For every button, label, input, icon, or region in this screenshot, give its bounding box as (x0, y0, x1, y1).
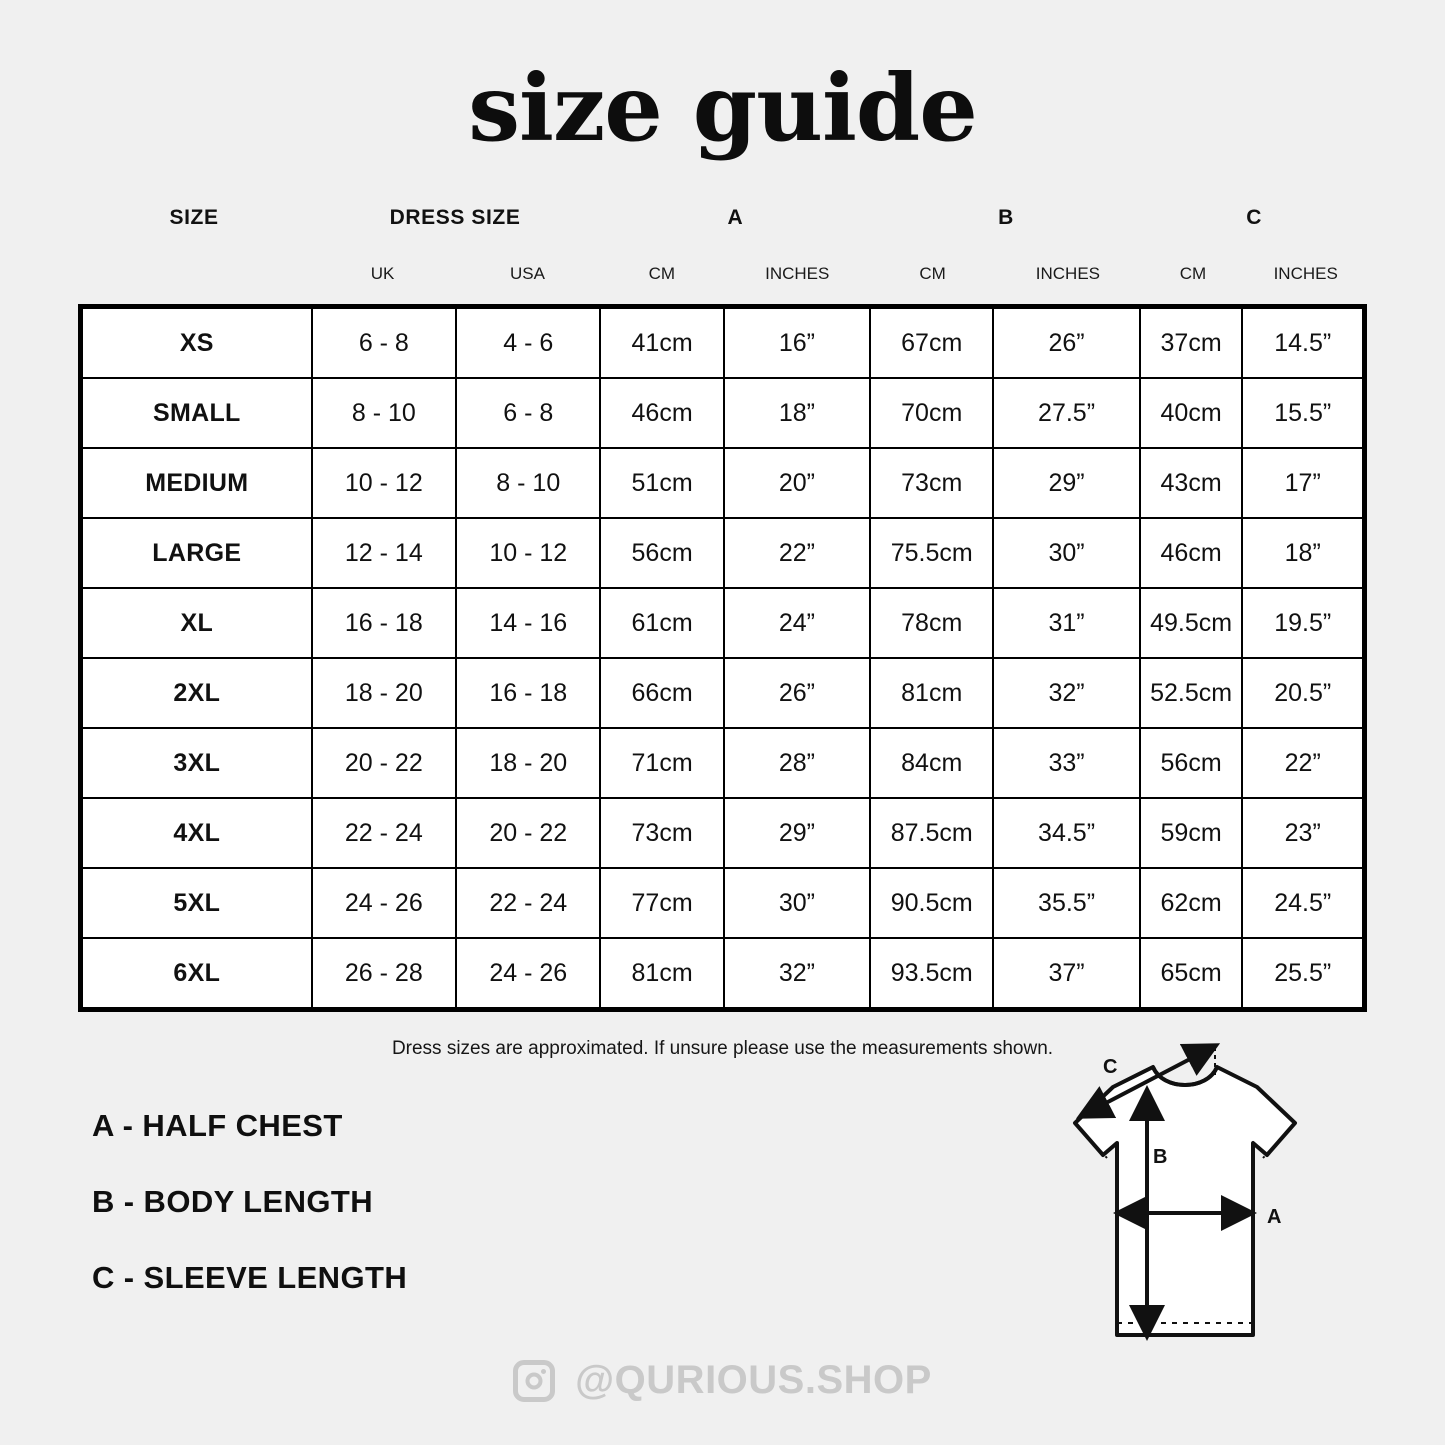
header-row-primary (78, 206, 1367, 230)
cell-b-cm: 93.5cm (870, 938, 993, 1010)
table-row (81, 307, 1365, 379)
cell-size: XL (81, 588, 312, 658)
header-c: C (1246, 206, 1263, 229)
cell-c-inches: 17” (1242, 448, 1364, 518)
cell-usa: 8 - 10 (456, 448, 600, 518)
table-row (81, 728, 1365, 798)
cell-a-cm: 51cm (600, 448, 723, 518)
table-note: Dress sizes are approximated. If unsure please use the measurements shown. (391, 1038, 1054, 1059)
cell-a-cm: 73cm (600, 798, 723, 868)
cell-c-inches: 15.5” (1242, 378, 1364, 448)
cell-size: SMALL (81, 378, 312, 448)
cell-a-cm: 81cm (600, 938, 723, 1010)
cell-a-inches: 32” (724, 938, 870, 1010)
cell-b-cm: 81cm (870, 658, 993, 728)
cell-c-inches: 18” (1242, 518, 1364, 588)
header-uk: UK (370, 264, 395, 283)
cell-c-cm: 40cm (1140, 378, 1243, 448)
cell-c-inches: 19.5” (1242, 588, 1364, 658)
cell-size: 5XL (81, 868, 312, 938)
header-dress-size: DRESS SIZE (389, 206, 521, 229)
cell-c-cm: 46cm (1140, 518, 1243, 588)
cell-a-cm: 77cm (600, 868, 723, 938)
header-b-cm: CM (919, 264, 946, 283)
header-c-inches: INCHES (1273, 264, 1338, 283)
header-a-inches: INCHES (765, 264, 830, 283)
cell-b-cm: 78cm (870, 588, 993, 658)
cell-size: 6XL (81, 938, 312, 1010)
cell-c-inches: 23” (1242, 798, 1364, 868)
cell-uk: 24 - 26 (312, 868, 456, 938)
cell-c-cm: 52.5cm (1140, 658, 1243, 728)
cell-uk: 20 - 22 (312, 728, 456, 798)
cell-size: XS (81, 307, 312, 379)
cell-c-inches: 14.5” (1242, 307, 1364, 379)
cell-a-inches: 16” (724, 307, 870, 379)
cell-a-inches: 26” (724, 658, 870, 728)
page-title: size guide (468, 54, 977, 162)
cell-uk: 12 - 14 (312, 518, 456, 588)
table-row (81, 588, 1365, 658)
watermark-handle: @QURIOUS.SHOP (575, 1358, 932, 1402)
tshirt-outline (1075, 1067, 1295, 1335)
cell-b-cm: 67cm (870, 307, 993, 379)
cell-b-inches: 35.5” (993, 868, 1139, 938)
cell-c-cm: 43cm (1140, 448, 1243, 518)
instagram-icon (513, 1360, 555, 1402)
cell-a-cm: 41cm (600, 307, 723, 379)
cell-b-inches: 33” (993, 728, 1139, 798)
cell-c-cm: 49.5cm (1140, 588, 1243, 658)
cell-b-cm: 90.5cm (870, 868, 993, 938)
cell-b-cm: 87.5cm (870, 798, 993, 868)
cell-usa: 10 - 12 (456, 518, 600, 588)
cell-a-cm: 56cm (600, 518, 723, 588)
cell-uk: 22 - 24 (312, 798, 456, 868)
table-row (81, 798, 1365, 868)
header-a: A (727, 206, 744, 229)
cell-usa: 18 - 20 (456, 728, 600, 798)
cell-b-inches: 27.5” (993, 378, 1139, 448)
cell-c-inches: 22” (1242, 728, 1364, 798)
cell-usa: 16 - 18 (456, 658, 600, 728)
cell-uk: 26 - 28 (312, 938, 456, 1010)
cell-uk: 10 - 12 (312, 448, 456, 518)
size-table (78, 304, 1367, 1012)
cell-c-cm: 56cm (1140, 728, 1243, 798)
cell-size: 3XL (81, 728, 312, 798)
header-b: B (998, 206, 1014, 229)
table-row (81, 448, 1365, 518)
cell-b-inches: 29” (993, 448, 1139, 518)
cell-a-cm: 71cm (600, 728, 723, 798)
cell-usa: 22 - 24 (456, 868, 600, 938)
table-row (81, 378, 1365, 448)
cell-b-cm: 70cm (870, 378, 993, 448)
legend (92, 1108, 732, 1336)
cell-b-inches: 37” (993, 938, 1139, 1010)
watermark (0, 1358, 1445, 1403)
table-row (81, 518, 1365, 588)
cell-size: 4XL (81, 798, 312, 868)
cell-b-cm: 73cm (870, 448, 993, 518)
cell-a-inches: 24” (724, 588, 870, 658)
cell-size: LARGE (81, 518, 312, 588)
table-row (81, 658, 1365, 728)
cell-c-cm: 37cm (1140, 307, 1243, 379)
tshirt-measurement-diagram (995, 1035, 1375, 1395)
cell-c-cm: 65cm (1140, 938, 1243, 1010)
cell-a-inches: 20” (724, 448, 870, 518)
legend-item-c: C - SLEEVE LENGTH (92, 1260, 408, 1295)
cell-size: MEDIUM (81, 448, 312, 518)
header-row-secondary (78, 264, 1367, 284)
cell-b-cm: 75.5cm (870, 518, 993, 588)
header-c-cm: CM (1179, 264, 1207, 283)
header-usa: USA (510, 264, 545, 283)
cell-size: 2XL (81, 658, 312, 728)
cell-a-inches: 18” (724, 378, 870, 448)
cell-c-cm: 59cm (1140, 798, 1243, 868)
legend-item-b: B - BODY LENGTH (92, 1184, 373, 1219)
cell-a-inches: 30” (724, 868, 870, 938)
cell-c-inches: 25.5” (1242, 938, 1364, 1010)
cell-a-cm: 66cm (600, 658, 723, 728)
cell-usa: 4 - 6 (456, 307, 600, 379)
legend-item-a: A - HALF CHEST (92, 1108, 343, 1143)
diagram-label-c: C (1103, 1056, 1118, 1078)
cell-b-inches: 32” (993, 658, 1139, 728)
diagram-label-b: B (1153, 1146, 1168, 1168)
header-b-inches: INCHES (1035, 264, 1100, 283)
header-spacer (78, 264, 310, 284)
cell-b-inches: 31” (993, 588, 1139, 658)
cell-usa: 14 - 16 (456, 588, 600, 658)
cell-b-inches: 34.5” (993, 798, 1139, 868)
cell-c-inches: 24.5” (1242, 868, 1364, 938)
cell-b-inches: 26” (993, 307, 1139, 379)
cell-uk: 8 - 10 (312, 378, 456, 448)
table-header-group (78, 206, 1367, 284)
cell-a-inches: 22” (724, 518, 870, 588)
cell-usa: 20 - 22 (456, 798, 600, 868)
header-size: SIZE (169, 206, 219, 229)
cell-usa: 6 - 8 (456, 378, 600, 448)
cell-c-cm: 62cm (1140, 868, 1243, 938)
tshirt-svg (995, 1035, 1375, 1395)
cell-usa: 24 - 26 (456, 938, 600, 1010)
cell-uk: 6 - 8 (312, 307, 456, 379)
cell-b-cm: 84cm (870, 728, 993, 798)
diagram-label-a: A (1267, 1206, 1282, 1228)
cell-b-inches: 30” (993, 518, 1139, 588)
table-row (81, 938, 1365, 1010)
cell-a-inches: 29” (724, 798, 870, 868)
cell-uk: 16 - 18 (312, 588, 456, 658)
cell-uk: 18 - 20 (312, 658, 456, 728)
cell-a-inches: 28” (724, 728, 870, 798)
cell-a-cm: 61cm (600, 588, 723, 658)
header-a-cm: CM (648, 264, 676, 283)
table-row (81, 868, 1365, 938)
cell-c-inches: 20.5” (1242, 658, 1364, 728)
cell-a-cm: 46cm (600, 378, 723, 448)
